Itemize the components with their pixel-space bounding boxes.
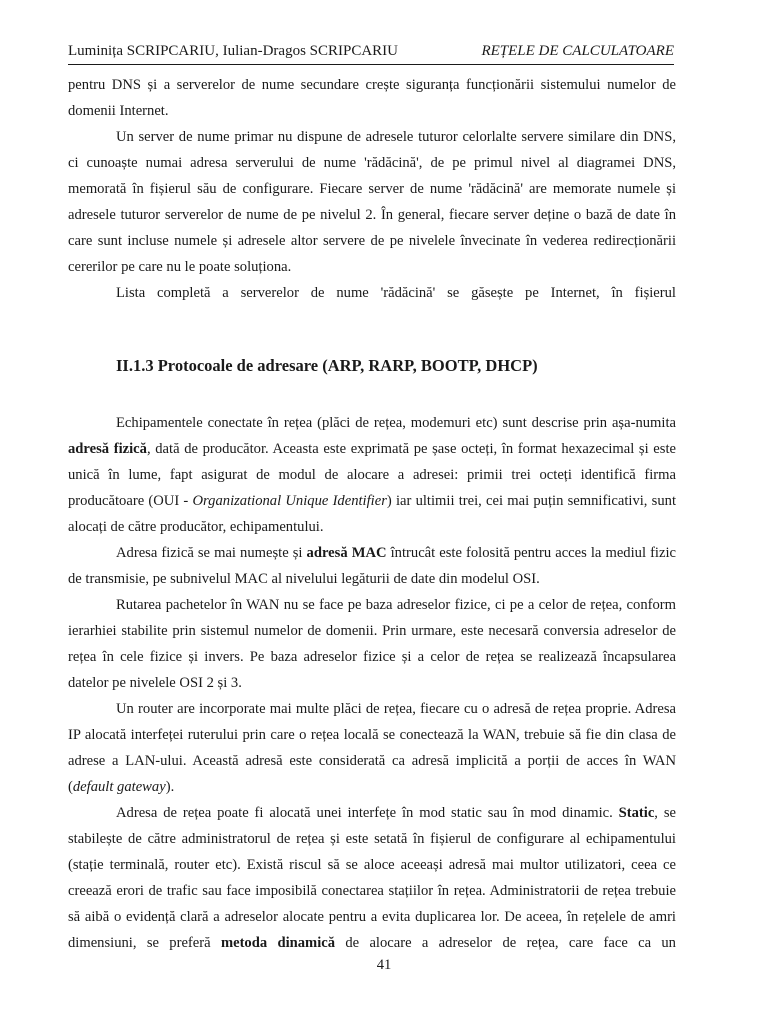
paragraph: Un router are incorporate mai multe plăci de rețea, fiecare cu o adresă de rețea proprie. Adresa IP alocată interfeței ruterului prin care o rețea locală se conectează la WAN, trebuie să fie din clasa de adrese a LAN-ului. Această adresă este considerată ca adresă implicită a porții de acces în WAN (default gateway).	[68, 701, 676, 795]
section-heading: II.1.3 Protocoale de adresare (ARP, RARP, BOOTP, DHCP)	[116, 356, 538, 375]
paragraph: Un server de nume primar nu dispune de adresele tuturor celorlalte servere similare din DNS, ci cunoaște numai adresa serverului de nume 'rădăcină', de pe primul nivel al diagramei DNS, memorată în fișierul său de configurare. Fiecare server de nume 'rădăcină' are memorate numele și adresele tuturor serverelor de nume de pe nivelul 2. În general, fiecare server deține o bază de date în care sunt incluse numele și adresele altor servere de pe nivelele învecinate în vederea redirecționării cererilor pe care nu le poate soluționa.	[68, 129, 676, 275]
bold-term: adresă fizică	[68, 441, 147, 457]
running-header	[68, 43, 674, 67]
italic-term: default gateway	[72, 779, 166, 795]
bold-term: metoda dinamică	[220, 935, 336, 951]
paragraph: Adresa fizică se mai numește și adresă MAC întrucât este folosită pentru acces la mediul fizic de transmisie, pe subnivelul MAC al nivelului legăturii de date din modelul OSI.	[68, 545, 676, 587]
italic-term: Organizational Unique Identifier	[192, 493, 387, 509]
bold-term: adresă MAC	[306, 545, 387, 561]
paragraph: Echipamentele conectate în rețea (plăci de rețea, modemuri etc) sunt descrise prin așa-numita adresă fizică, dată de producător. Aceasta este exprimată pe șase octeți, în format hexazecimal și este unică în lume, fapt asigurat de modul de alocare a adresei: primii trei octeți identifică firma producătoare (OUI - Organizational Unique Identifier) iar ultimii trei, cei mai puțin semnificativi, sunt alocați de către producător, echipamentului.	[68, 415, 676, 535]
header-authors: Luminița SCRIPCARIU, Iulian-Dragos SCRIPCARIU	[68, 43, 399, 59]
header-rule	[68, 64, 674, 65]
section-addressing-text	[68, 410, 676, 956]
paragraph: Adresa de rețea poate fi alocată unei interfețe în mod static sau în mod dinamic. Static, se stabilește de către administratorul de rețea și este setată în fișierul de configurare al echipamentului (stație terminală, router etc). Există riscul să se aloce aceeași adresă mai multor utilizatori, ceea ce creează erori de trafic sau face imposibilă conectarea stațiilor în rețea. Administratorii de rețea trebuie să aibă o evidență clară a adreselor alocate pentru a evita duplicarea lor. De aceea, în rețelele de amri dimensiuni, se preferă metoda dinamică de alocare a adreselor de rețea, care face ca un	[68, 805, 676, 951]
paragraph: pentru DNS și a serverelor de nume secundare crește siguranța funcționării sistemului numelor de domenii Internet.	[68, 77, 676, 119]
header-book-title: REȚELE DE CALCULATOARE	[481, 43, 674, 59]
page-number: 41	[376, 957, 392, 973]
bold-term: Static	[618, 805, 655, 821]
paragraph: Rutarea pachetelor în WAN nu se face pe baza adreselor fizice, ci pe a celor de rețea, conform ierarhiei stabilite prin sistemul numelor de domenii. Prin urmare, este necesară conversia adreselor de rețea în cele fizice și invers. Pe baza adreselor fizice și a celor de rețea se realizează încapsularea datelor pe nivelele OSI 2 și 3.	[68, 597, 676, 691]
paragraph: Lista completă a serverelor de nume 'rădăcină' se găsește pe Internet, în fișierul	[116, 285, 676, 301]
section-dns-text	[68, 72, 676, 306]
